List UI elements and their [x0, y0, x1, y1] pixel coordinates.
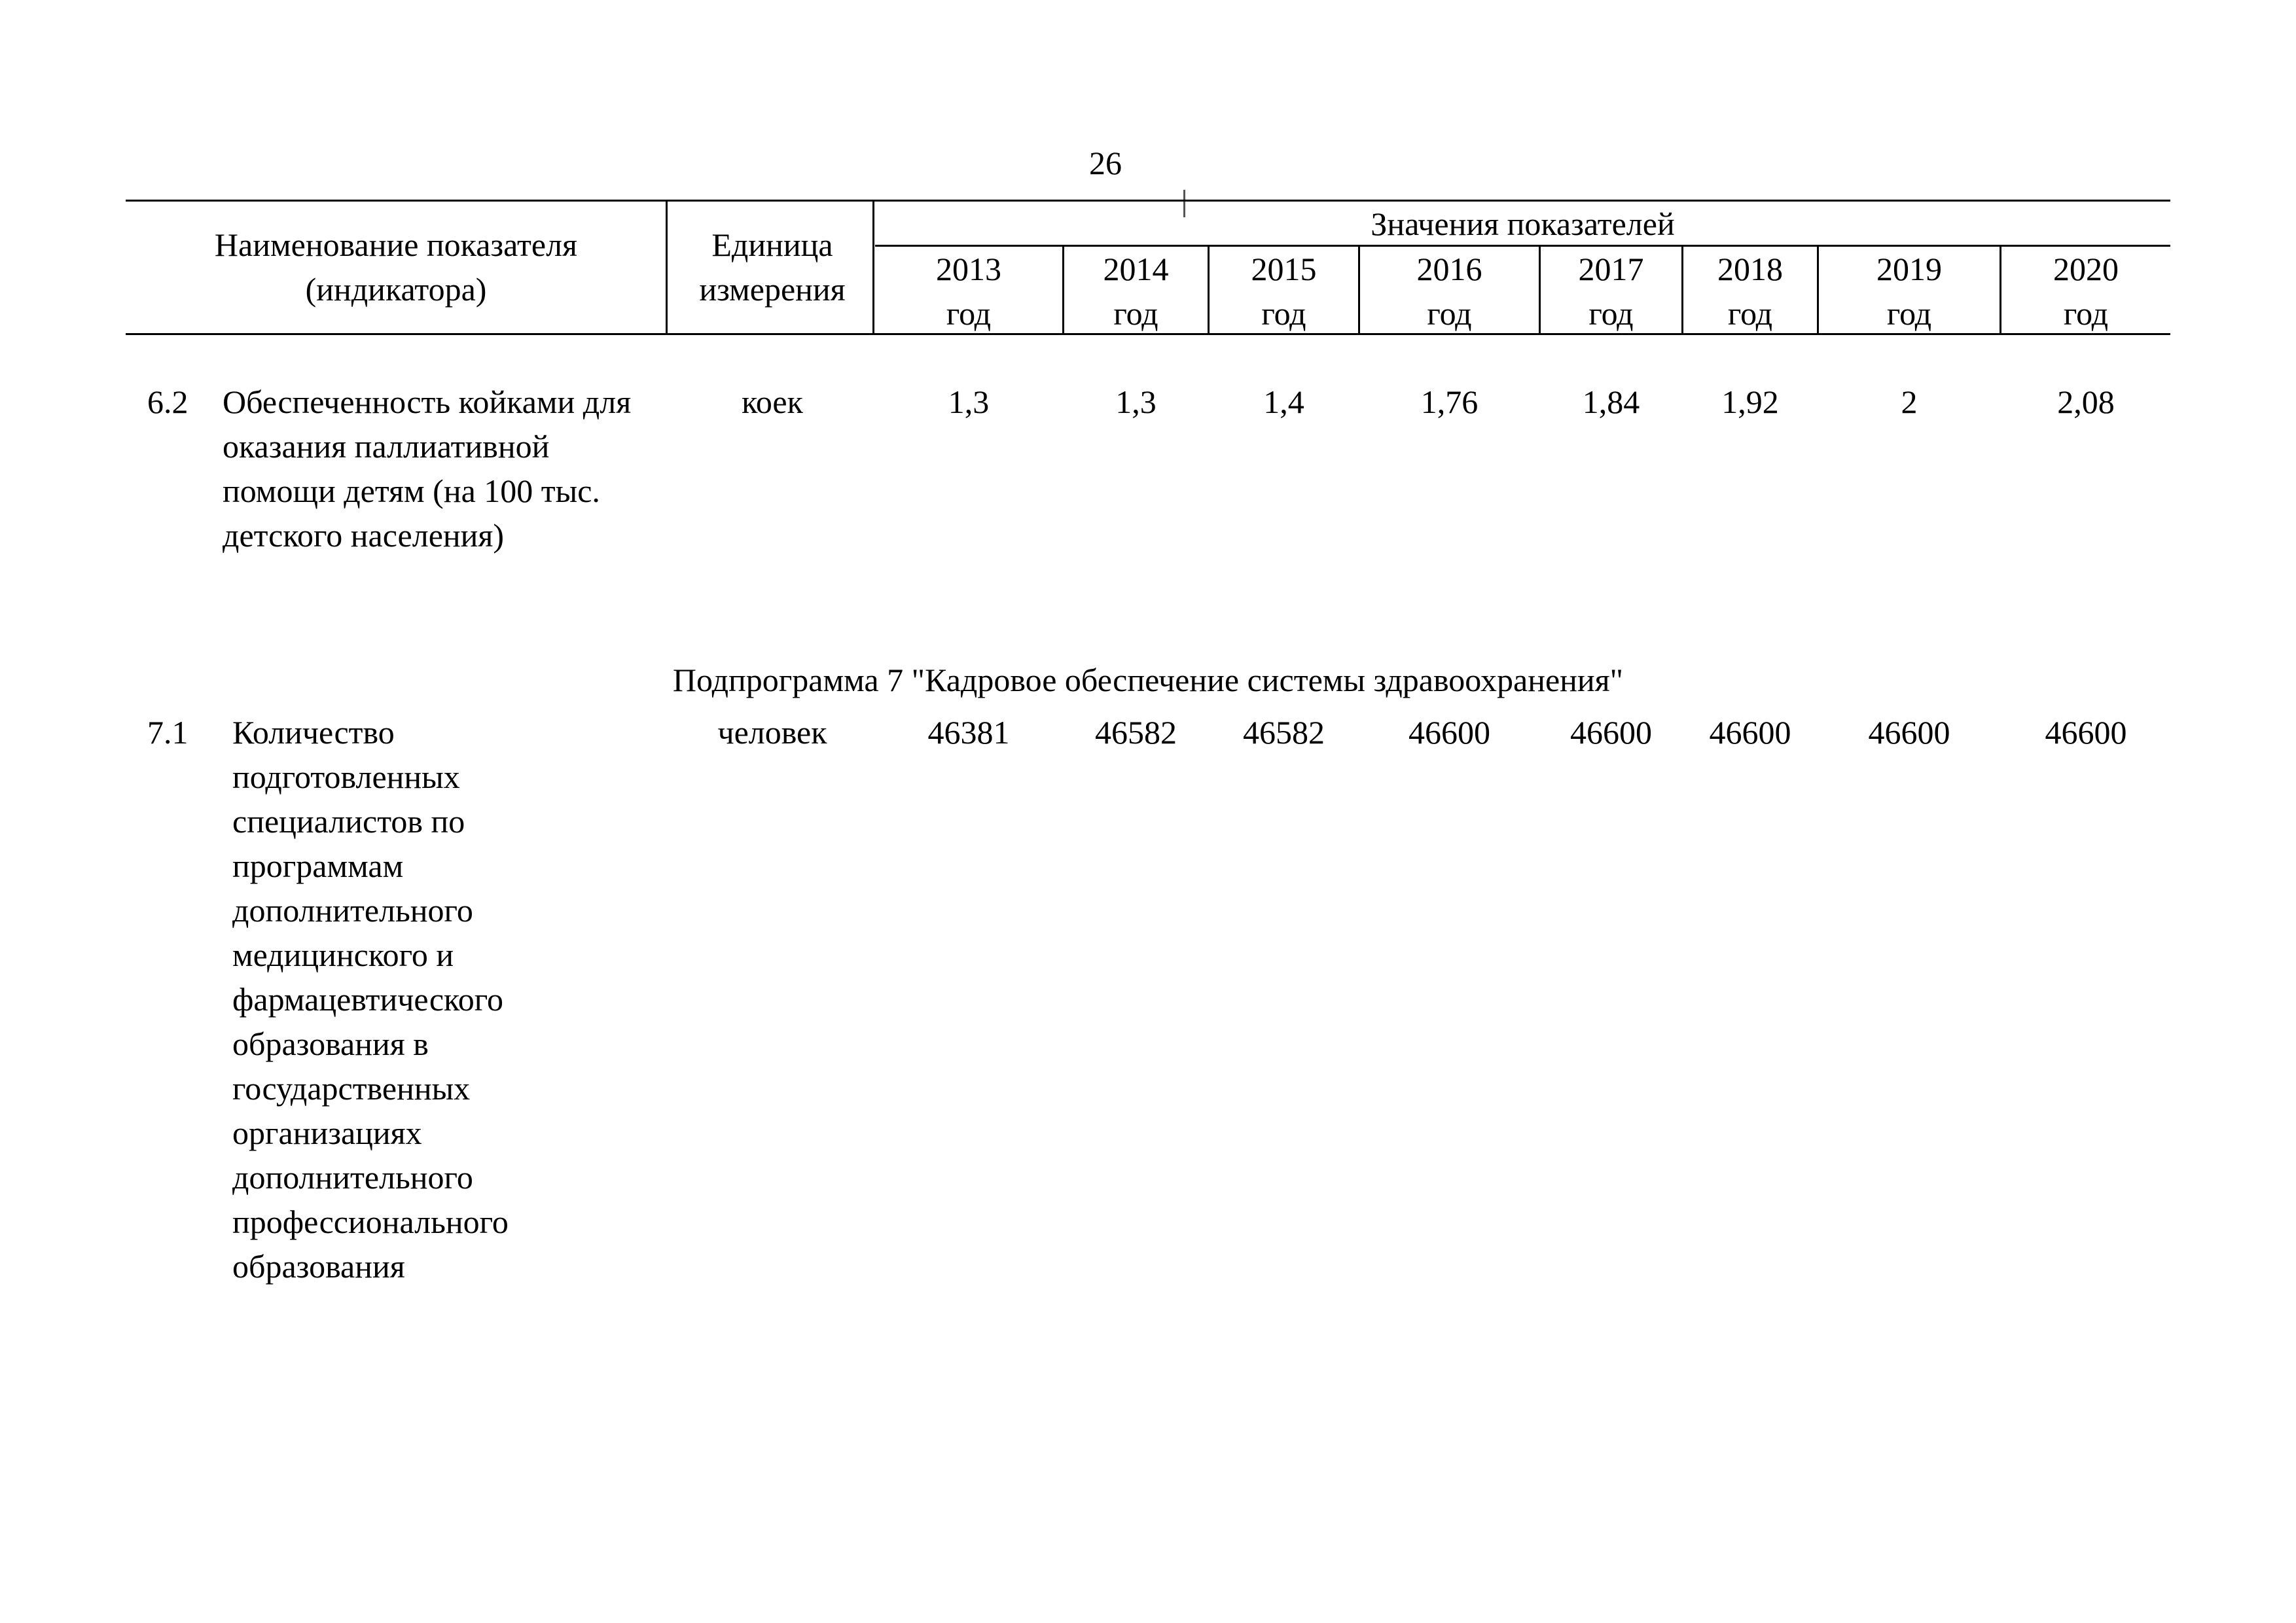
header-year-2014: 2014 год — [1103, 251, 1169, 332]
value-2013: 1,3 — [948, 383, 990, 420]
value-2014: 1,3 — [1115, 383, 1157, 420]
header-values-group: Значения показателей — [1371, 205, 1675, 242]
row-number: 7.1 — [147, 714, 188, 751]
value-2015: 1,4 — [1263, 383, 1304, 420]
header-year-2013: 2013 год — [936, 251, 1001, 332]
indicator-name: Количество подготовленных специалистов по программам дополнительного медицинского и фармацевтического образования в государственных организациях дополнительного профессионального образования — [232, 714, 509, 1285]
header-year-2020: 2020 год — [2053, 251, 2119, 332]
value-2015: 46582 — [1243, 714, 1325, 751]
value-2017: 46600 — [1570, 714, 1652, 751]
header-name-column: Наименование показателя (индикатора) — [214, 226, 578, 308]
value-2020: 2,08 — [2057, 383, 2115, 420]
value-2013: 46381 — [927, 714, 1010, 751]
header-year-2016: 2016 год — [1416, 251, 1482, 332]
value-2018: 46600 — [1709, 714, 1791, 751]
value-2019: 46600 — [1868, 714, 1950, 751]
value-2016: 1,76 — [1420, 383, 1479, 420]
subprogram-title: Подпрограмма 7 "Кадровое обеспечение системы здравоохранения" — [672, 662, 1624, 698]
value-2014: 46582 — [1095, 714, 1177, 751]
row-number: 6.2 — [147, 383, 188, 420]
unit: коек — [742, 383, 803, 420]
value-2016: 46600 — [1408, 714, 1490, 751]
unit: человек — [717, 714, 827, 751]
header-year-2018: 2018 год — [1717, 251, 1783, 332]
value-2019: 2 — [1901, 383, 1918, 420]
header-year-2017: 2017 год — [1578, 251, 1644, 332]
col-divider — [872, 200, 874, 335]
value-2017: 1,84 — [1582, 383, 1640, 420]
header-year-2015: 2015 год — [1251, 251, 1317, 332]
header-year-2019: 2019 год — [1876, 251, 1942, 332]
page-number: 26 — [1089, 145, 1122, 181]
indicator-name: Обеспеченность койками для оказания паллиативной помощи детям (на 100 тыс. детского населения) — [223, 383, 632, 554]
value-2018: 1,92 — [1721, 383, 1779, 420]
value-2020: 46600 — [2045, 714, 2127, 751]
header-unit-column: Единица измерения — [699, 226, 846, 308]
col-divider — [666, 200, 668, 335]
